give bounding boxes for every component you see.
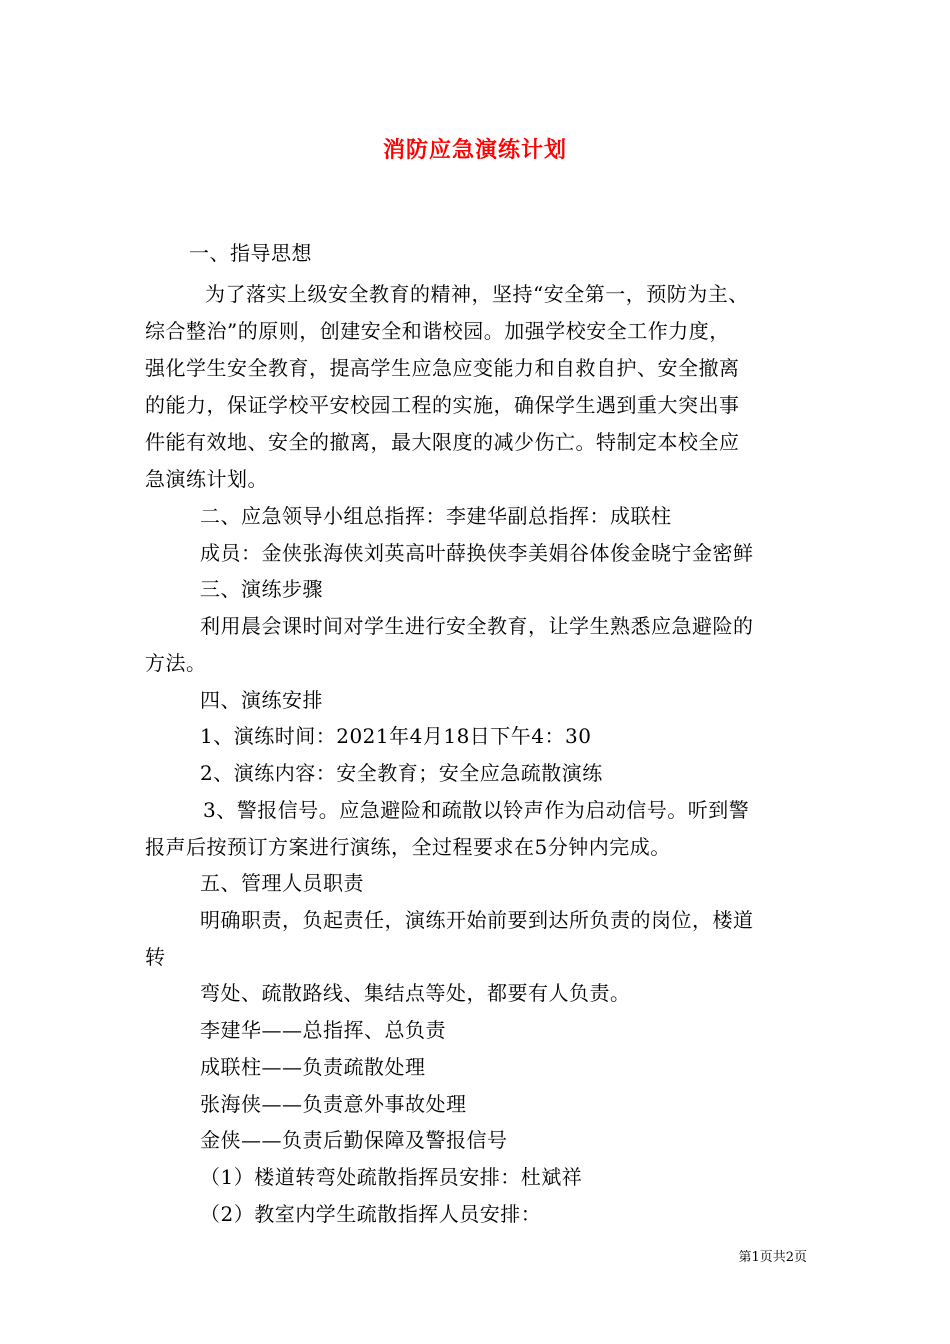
paragraph-line: 方法。 (145, 651, 207, 675)
paragraph-line: 转 (145, 945, 166, 969)
section-heading-leadership: 二、应急领导小组总指挥：李建华副总指挥：成联柱 (200, 504, 672, 528)
section-heading-drill-steps: 三、演练步骤 (200, 577, 323, 601)
duty-item: 张海侠——负责意外事故处理 (200, 1092, 467, 1116)
paragraph-line: 利用晨会课时间对学生进行安全教育，让学生熟悉应急避险的 (200, 614, 754, 638)
page-number: 第1页共2页 (738, 1250, 807, 1265)
paragraph-line: 为了落实上级安全教育的精神，坚持“安全第一，预防为主、 (205, 282, 749, 306)
paragraph-line: 的能力，保证学校平安校园工程的实施，确保学生遇到重大突出事 (145, 393, 740, 417)
paragraph-line: 急演练计划。 (145, 467, 268, 491)
list-item: 2、演练内容：安全教育；安全应急疏散演练 (200, 761, 603, 785)
paragraph-line: 明确职责，负起责任，演练开始前要到达所负责的岗位，楼道 (200, 908, 754, 932)
duty-item: 成联柱——负责疏散处理 (200, 1055, 426, 1079)
section-heading-drill-arrangement: 四、演练安排 (200, 688, 323, 712)
paragraph-line: 强化学生安全教育，提高学生应急应变能力和自救自护、安全撤离 (145, 356, 740, 380)
list-item: 3、警报信号。应急避险和疏散以铃声作为启动信号。听到警 (203, 798, 750, 822)
list-item: 1、演练时间：2021年4月18日下午4：30 (200, 724, 592, 748)
paragraph-line: 件能有效地、安全的撤离，最大限度的减少伤亡。特制定本校全应 (145, 430, 740, 454)
section-heading-guiding-thought: 一、指导思想 (189, 241, 312, 265)
paragraph-line: 报声后按预订方案进行演练，全过程要求在5分钟内完成。 (145, 835, 671, 859)
paragraph-line: 综合整治”的原则，创建安全和谐校园。加强学校安全工作力度， (145, 319, 730, 343)
assignment-item: （1）楼道转弯处疏散指挥员安排：杜斌祥 (200, 1165, 583, 1189)
duty-item: 李建华——总指挥、总负责 (200, 1018, 446, 1042)
document-title: 消防应急演练计划 (382, 137, 567, 163)
duty-item: 金侠——负责后勤保障及警报信号 (200, 1128, 508, 1152)
section-heading-duties: 五、管理人员职责 (200, 871, 364, 895)
assignment-item: （2）教室内学生疏散指挥人员安排： (200, 1202, 542, 1226)
paragraph-line: 弯处、疏散路线、集结点等处，都要有人负责。 (200, 981, 631, 1005)
members-line: 成员：金侠张海侠刘英高叶薛换侠李美娟谷体俊金晓宁金密鲜 (200, 541, 754, 565)
